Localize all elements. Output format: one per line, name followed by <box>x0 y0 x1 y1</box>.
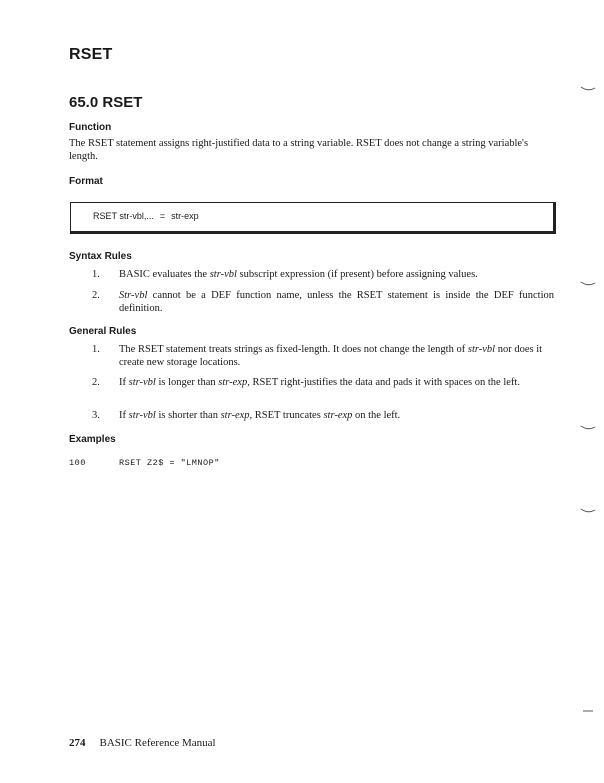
rule-text: If str-vbl is shorter than str-exp, RSET truncates str-exp on the left. <box>119 410 401 421</box>
manual-title: BASIC Reference Manual <box>99 737 216 749</box>
section-title: 65.0 RSET <box>69 94 143 111</box>
format-syntax <box>93 211 199 221</box>
format-syntax-box <box>70 202 556 234</box>
syntax-target: RSET str-vbl,... <box>93 211 154 221</box>
page-footer <box>69 737 216 749</box>
binder-tab-mark <box>580 708 596 714</box>
binder-tab-mark <box>580 508 596 514</box>
running-head: RSET <box>69 46 113 63</box>
rule-number: 3. <box>92 410 100 421</box>
example-statement: RSET Z2$ = "LMNOP" <box>119 458 220 468</box>
examples-heading: Examples <box>69 434 116 445</box>
rule-text: The RSET statement treats strings as fixed-length. It does not change the length of str-vbl nor does it create new storage locations. <box>119 344 543 368</box>
binder-tab-mark <box>580 281 596 287</box>
syntax-rules-heading: Syntax Rules <box>69 251 132 262</box>
rule-text: BASIC evaluates the str-vbl subscript expression (if present) before assigning values. <box>119 269 478 280</box>
example-line-number: 100 <box>69 458 86 468</box>
rule-text: If str-vbl is longer than str-exp, RSET right-justifies the data and pads it with spaces on the left. <box>119 377 520 388</box>
syntax-equals: = <box>159 211 166 221</box>
rule-number: 2. <box>92 290 100 301</box>
format-heading: Format <box>69 176 103 187</box>
function-description: The RSET statement assigns right-justified data to a string variable. RSET does not change a string variable's length. <box>69 138 529 162</box>
rule-number: 2. <box>92 377 100 388</box>
binder-tab-mark <box>580 425 596 431</box>
rule-number: 1. <box>92 269 100 280</box>
function-heading: Function <box>69 122 112 133</box>
binder-tab-mark <box>580 86 596 92</box>
general-rules-heading: General Rules <box>69 326 137 337</box>
syntax-expression: str-exp <box>171 211 199 221</box>
page-number: 274 <box>69 737 86 749</box>
rule-number: 1. <box>92 344 100 355</box>
rule-text: Str-vbl cannot be a DEF function name, unless the RSET statement is inside the DEF function definition. <box>119 290 554 314</box>
